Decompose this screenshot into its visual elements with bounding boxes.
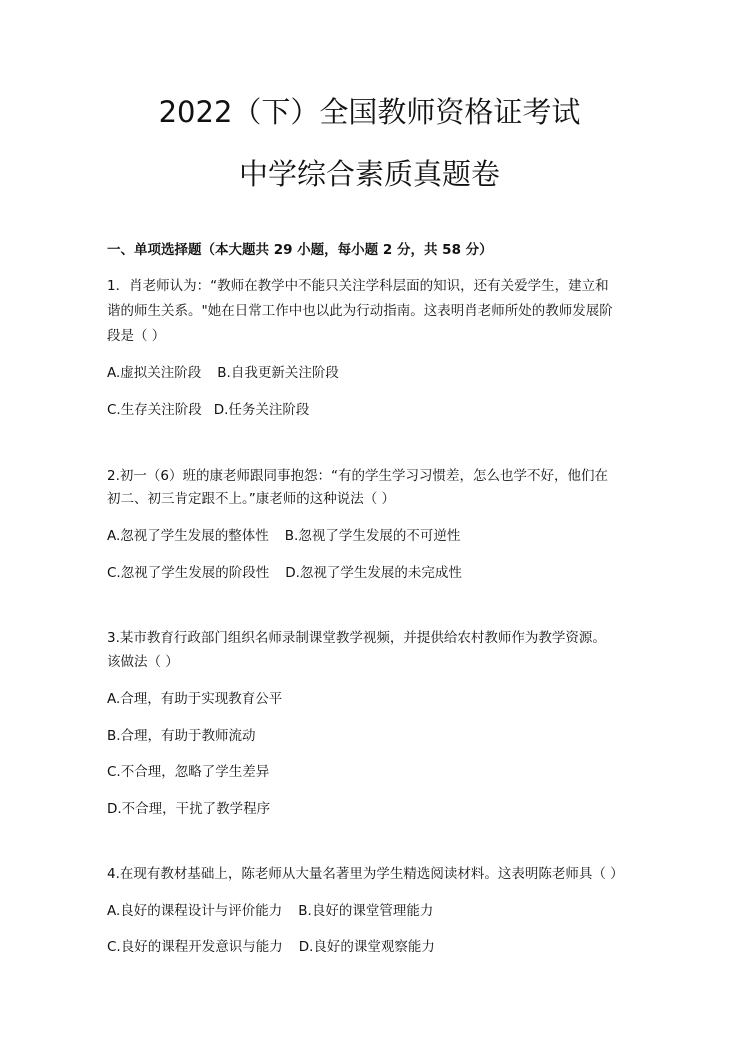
- question-4-option-d: D.良好的课堂观察能力: [298, 939, 435, 955]
- question-3-option-c: C.不合理，忽略了学生差异: [107, 764, 270, 780]
- question-4-option-a: A.良好的课程设计与评价能力: [107, 903, 283, 919]
- question-2-option-b: B.忽视了学生发展的不可逆性: [284, 528, 461, 544]
- question-3-option-b: B.合理，有助于教师流动: [107, 728, 256, 744]
- question-2-option-d: D.忽视了学生发展的未完成性: [285, 565, 462, 581]
- question-4-stem-line-1: 4.在现有教材基础上，陈老师从大量名著里为学生精选阅读材料。这表明陈老师具（ ）: [107, 866, 624, 882]
- question-3-stem-line-1: 3.某市教育行政部门组织名师录制课堂教学视频，并提供给农村教师作为教学资源。: [107, 630, 606, 646]
- question-1-option-c: C.生存关注阶段: [107, 402, 202, 418]
- question-4-options-row-2: [107, 937, 637, 957]
- question-2-options-row-2: [107, 563, 637, 583]
- question-4-options-row-1: [107, 901, 637, 921]
- question-2-options-row-1: [107, 526, 637, 546]
- exam-title: 2022（下）全国教师资格证考试: [158, 95, 581, 129]
- question-1-options-row-1: [107, 363, 637, 383]
- question-4-option-b: B.良好的课堂管理能力: [298, 903, 434, 919]
- question-1-options-row-2: [107, 400, 637, 420]
- question-1-stem-line-2: 谐的师生关系。"她在日常工作中也以此为行动指南。这表明肖老师所处的教师发展阶: [107, 303, 613, 319]
- question-1-stem-line-1: 1．肖老师认为：“教师在教学中不能只关注学科层面的知识，还有关爱学生，建立和: [107, 278, 609, 294]
- question-1-option-b: B.自我更新关注阶段: [217, 365, 339, 381]
- question-1-option-a: A.虚拟关注阶段: [107, 365, 202, 381]
- exam-subtitle: 中学综合素质真题卷: [238, 157, 500, 191]
- question-2-option-a: A.忽视了学生发展的整体性: [107, 528, 269, 544]
- question-3-option-a: A.合理，有助于实现教育公平: [107, 691, 283, 707]
- question-3-option-d: D.不合理，干扰了教学程序: [107, 801, 271, 817]
- question-2-option-c: C.忽视了学生发展的阶段性: [107, 565, 270, 581]
- question-3-stem-line-2: 该做法（ ）: [107, 654, 179, 670]
- question-2-stem-line-2: 初二、初三肯定跟不上。”康老师的这种说法（ ）: [107, 491, 396, 507]
- question-4-option-c: C.良好的课程开发意识与能力: [107, 939, 283, 955]
- question-1-stem-line-3: 段是（ ）: [107, 328, 166, 344]
- section-heading: 一、单项选择题（本大题共 29 小题，每小题 2 分，共 58 分）: [107, 242, 493, 258]
- question-2-stem-line-1: 2.初一（6）班的康老师跟同事抱怨：“有的学生学习习惯差，怎么也学不好，他们在: [107, 468, 608, 484]
- question-1-option-d: D.任务关注阶段: [213, 402, 310, 418]
